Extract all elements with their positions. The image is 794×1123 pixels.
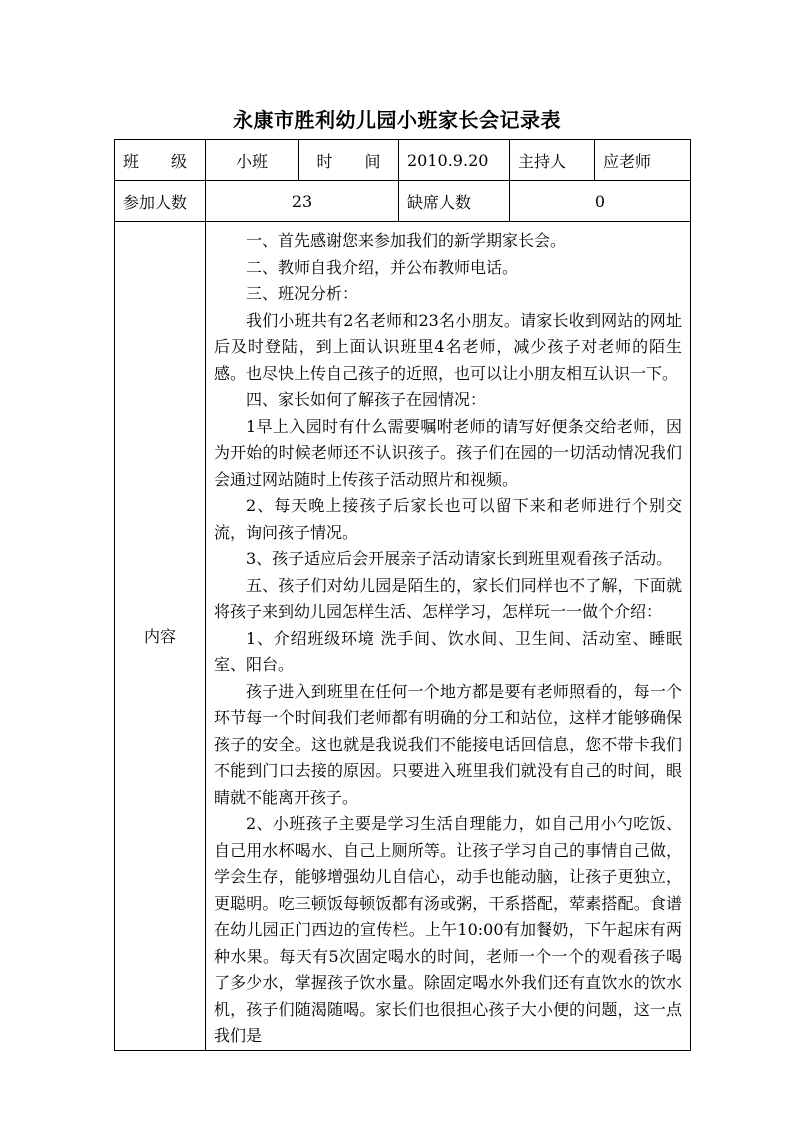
table-row-header-info [115,140,691,181]
host-value: 应老师 [595,140,691,181]
absent-label: 缺席人数 [399,181,510,222]
table-row-content [115,222,691,1051]
content-paragraph: 孩子进入到班里在任何一个地方都是要有老师照看的，每一个环节每一个时间我们老师都有明确的分工和站位，这样才能够确保孩子的安全。这也就是我说我们不能接电话回信息，您不带卡我们不能到门口去接的原因。只要进入班里我们就没有自己的时间，眼睛就不能离开孩子。 [214,681,682,807]
table-row-attendance [115,181,691,222]
content-paragraph: 2、每天晚上接孩子后家长也可以留下来和老师进行个别交流，询问孩子情况。 [214,496,682,542]
meeting-record-table [114,139,691,1051]
document-title: 永康市胜利幼儿园小班家长会记录表 [233,108,561,132]
content-paragraph: 3、孩子适应后会开展亲子活动请家长到班里观看孩子活动。 [246,549,673,568]
class-value: 小班 [206,140,299,181]
time-label: 时 间 [299,140,399,181]
absent-value: 0 [510,181,691,222]
content-paragraph: 四、家长如何了解孩子在园情况： [246,390,487,409]
class-label: 班 级 [115,140,206,181]
time-value: 2010.9.20 [399,140,510,181]
content-paragraph: 三、班况分析： [246,284,359,303]
content-paragraph: 我们小班共有2名老师和23名小朋友。请家长收到网站的网址后及时登陆，到上面认识班里4名老师，减少孩子对老师的陌生感。也尽快上传自己孩子的近照，也可以让小朋友相互认识一下。 [214,310,682,383]
content-paragraph: 二、教师自我介绍，并公布教师电话。 [246,257,519,277]
attend-value: 23 [206,181,399,222]
attend-label: 参加人数 [115,181,206,222]
content-paragraph: 1、介绍班级环境 洗手间、饮水间、卫生间、活动室、睡眠室、阳台。 [214,628,682,674]
content-paragraph: 1早上入园时有什么需要嘱咐老师的请写好便条交给老师，因为开始的时候老师还不认识孩子。孩子们在园的一切活动情况我们会通过网站随时上传孩子活动照片和视频。 [214,416,682,489]
content-paragraph: 2、小班孩子主要是学习生活自理能力，如自己用小勺吃饭、自己用水杯喝水、自己上厕所等。让孩子学习自己的事情自己做，学会生存，能够增强幼儿自信心，动手也能动脑，让孩子更独立，更聪明。吃三顿饭每顿饭都有汤或粥，干系搭配，荤素搭配。食谱在幼儿园正门西边的宣传栏。上午10:00有加餐奶，下午起床有两种水果。每天有5次固定喝水的时间，老师一个一个的观看孩子喝了多少水，掌握孩子饮水量。除固定喝水外我们还有直饮水的饮水机，孩子们随渴随喝。家长们也很担心孩子大小便的问题，这一点我们是 [214,814,682,1045]
content-paragraph: 五、孩子们对幼儿园是陌生的，家长们同样也不了解，下面就将孩子来到幼儿园怎样生活、怎样学习，怎样玩一一做个介绍： [214,575,682,621]
host-label: 主持人 [510,140,595,181]
content-body [206,222,691,1051]
content-paragraph: 一、首先感谢您来参加我们的新学期家长会。 [246,231,567,250]
content-label: 内容 [115,222,206,1051]
